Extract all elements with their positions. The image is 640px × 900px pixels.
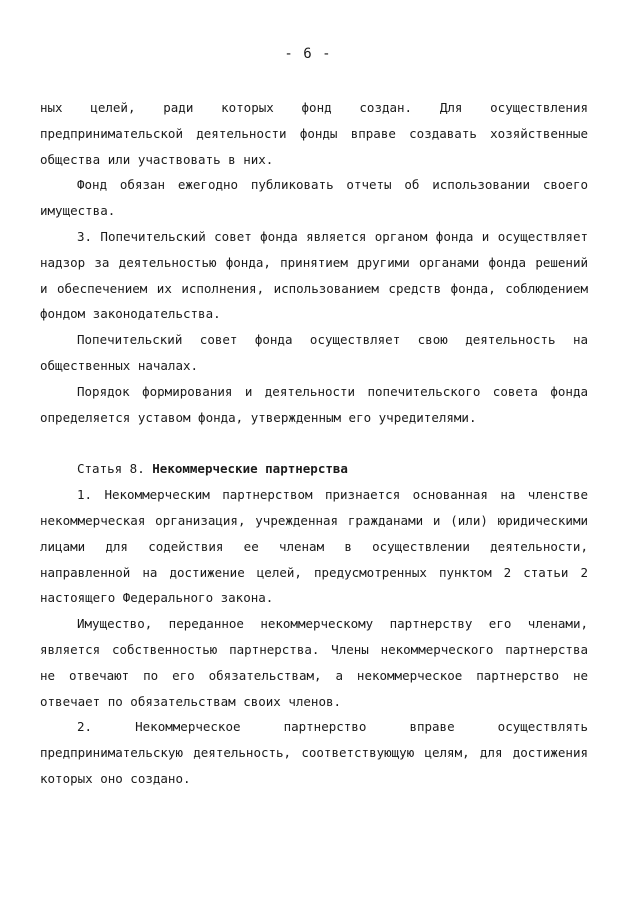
paragraph: 1. Некоммерческим партнерством признается основанная на членстве некоммерческая организация, учрежденная гражданами и (или) юридическими лицами для содействия ее членам в осуществлении деятельности, направленной на достижение целей, предусмотренных пунктом 2 статьи 2 настоящего Федерального закона.: [40, 487, 588, 606]
paragraph: Порядок формирования и деятельности попечительского совета фонда определяется уставом фонда, утвержденным его учредителями.: [40, 383, 588, 425]
paragraph: Попечительский совет фонда осуществляет свою деятельность на общественных началах.: [40, 332, 588, 373]
article-label: Статья 8.: [77, 461, 145, 477]
article-title: Некоммерческие партнерства: [152, 461, 348, 477]
paragraph: Фонд обязан ежегодно публиковать отчеты об использовании своего имущества.: [40, 177, 588, 219]
paragraph: Имущество, переданное некоммерческому партнерству его членами, является собственностью партнерства. Члены некоммерческого партнерства не отвечают по его обязательствам, а некоммерческое партнерство не отвечает по обязательствам своих членов.: [40, 616, 588, 709]
paragraph: ных целей, ради которых фонд создан. Для осуществления предпринимательской деятельности фонды вправе создавать хозяйственные общества или участвовать в них.: [40, 100, 588, 167]
paragraph: 2. Некоммерческое партнерство вправе осуществлять предпринимательскую деятельность, соответствующую целям, для достижения которых оно создано.: [40, 719, 588, 786]
page-number: - 6 -: [284, 46, 332, 62]
document-body: [40, 95, 588, 792]
paragraph: 3. Попечительский совет фонда является органом фонда и осуществляет надзор за деятельностью фонда, принятием другими органами фонда решений и обеспечением их исполнения, использованием средств фонда, соблюдением фондом законодательства.: [40, 228, 588, 322]
article-heading: [40, 456, 588, 482]
